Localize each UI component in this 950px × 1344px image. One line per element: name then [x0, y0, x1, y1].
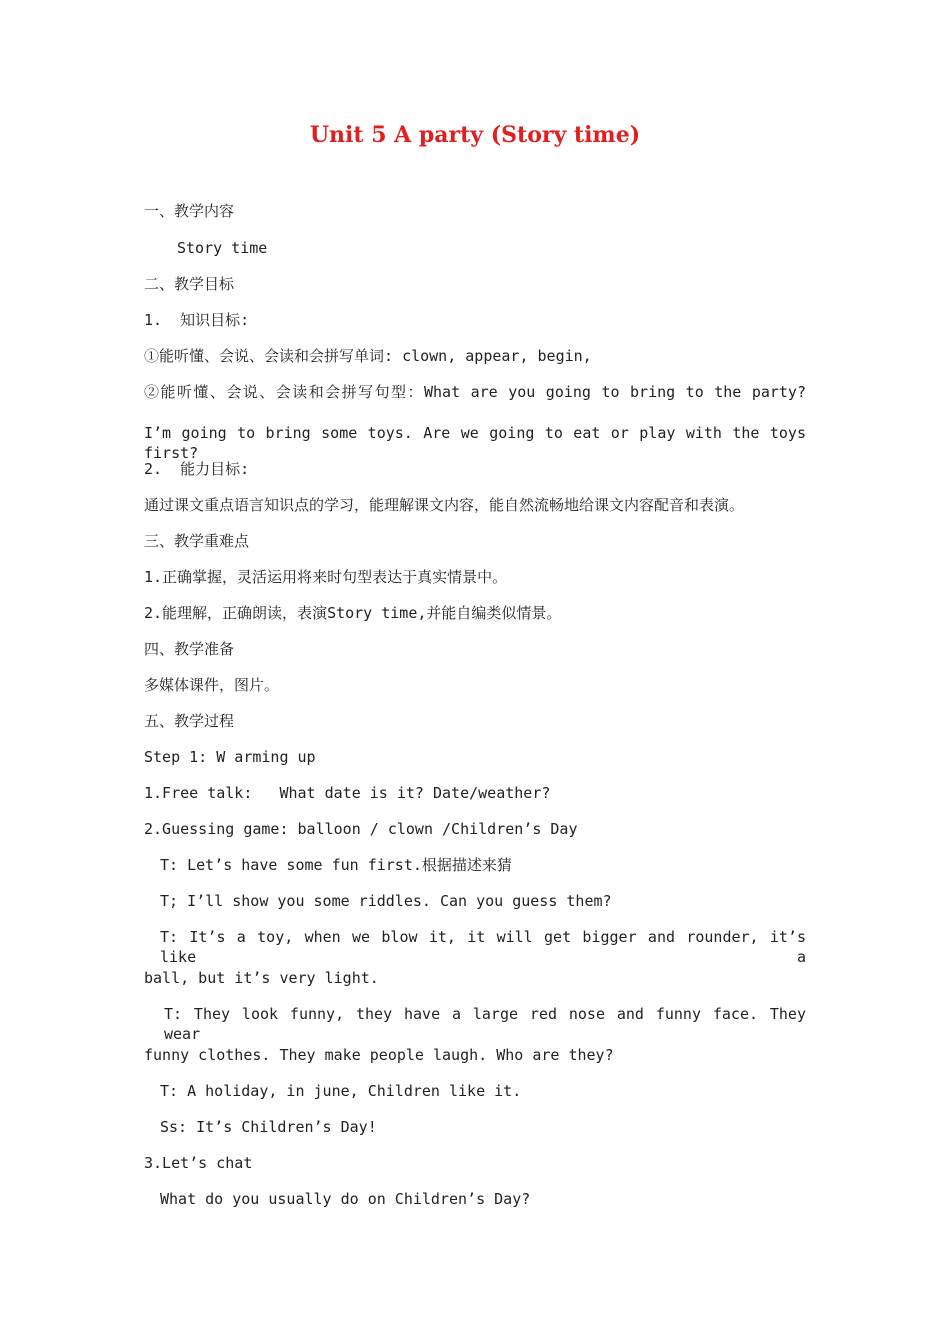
section-heading-preparation: 四、教学准备: [144, 640, 235, 658]
riddle-balloon: T: It’s a toy, when we blow it, it will get bigger and rounder, it’s like a: [160, 928, 806, 966]
document-title: Unit 5 A party (Story time): [309, 122, 641, 148]
key-point-2: 2.能理解，正确朗读，表演Story time,并能自编类似情景。: [144, 604, 562, 622]
key-point-1: 1.正确掌握，灵活运用将来时句型表达于真实情景中。: [144, 568, 508, 586]
students-answer: Ss: It’s Children’s Day!: [160, 1118, 377, 1136]
section-heading-process: 五、教学过程: [144, 712, 235, 730]
free-talk: 1.Free talk: What date is it? Date/weather?: [144, 784, 551, 802]
objective-sentences: ②能听懂、会说、会读和会拼写句型：What are you going to bring to the party?: [144, 383, 806, 401]
objective-knowledge: 1. 知识目标:: [144, 311, 250, 329]
chat-question: What do you usually do on Children’s Day?: [160, 1190, 531, 1208]
riddle-balloon-cont: ball, but it’s very light.: [144, 969, 379, 987]
riddle-clown: T: They look funny, they have a large red nose and funny face. They wear: [164, 1005, 806, 1043]
section-heading-objectives: 二、教学目标: [144, 275, 235, 293]
step-1-heading: Step 1: W arming up: [144, 748, 316, 766]
objective-ability-text: 通过课文重点语言知识点的学习，能理解课文内容，能自然流畅地给课文内容配音和表演。: [144, 496, 745, 514]
objective-sentences-cont: I’m going to bring some toys. Are we going to eat or play with the toys first?: [144, 424, 806, 462]
section-heading-key-points: 三、教学重难点: [144, 532, 250, 550]
section-heading-content: 一、教学内容: [144, 202, 235, 220]
riddle-holiday: T: A holiday, in june, Children like it.: [160, 1082, 522, 1100]
preparation-text: 多媒体课件，图片。: [144, 676, 280, 694]
teacher-line-1: T: Let’s have some fun first.根据描述来猜: [160, 856, 512, 874]
lets-chat: 3.Let’s chat: [144, 1154, 253, 1172]
teacher-line-2: T; I’ll show you some riddles. Can you guess them?: [160, 892, 612, 910]
objective-words: ①能听懂、会说、会读和会拼写单词: clown, appear, begin,: [144, 347, 592, 365]
content-story-time: Story time: [177, 239, 268, 257]
riddle-clown-cont: funny clothes. They make people laugh. Who are they?: [144, 1046, 614, 1064]
guessing-game: 2.Guessing game: balloon / clown /Children’s Day: [144, 820, 578, 838]
objective-ability: 2. 能力目标:: [144, 460, 250, 478]
